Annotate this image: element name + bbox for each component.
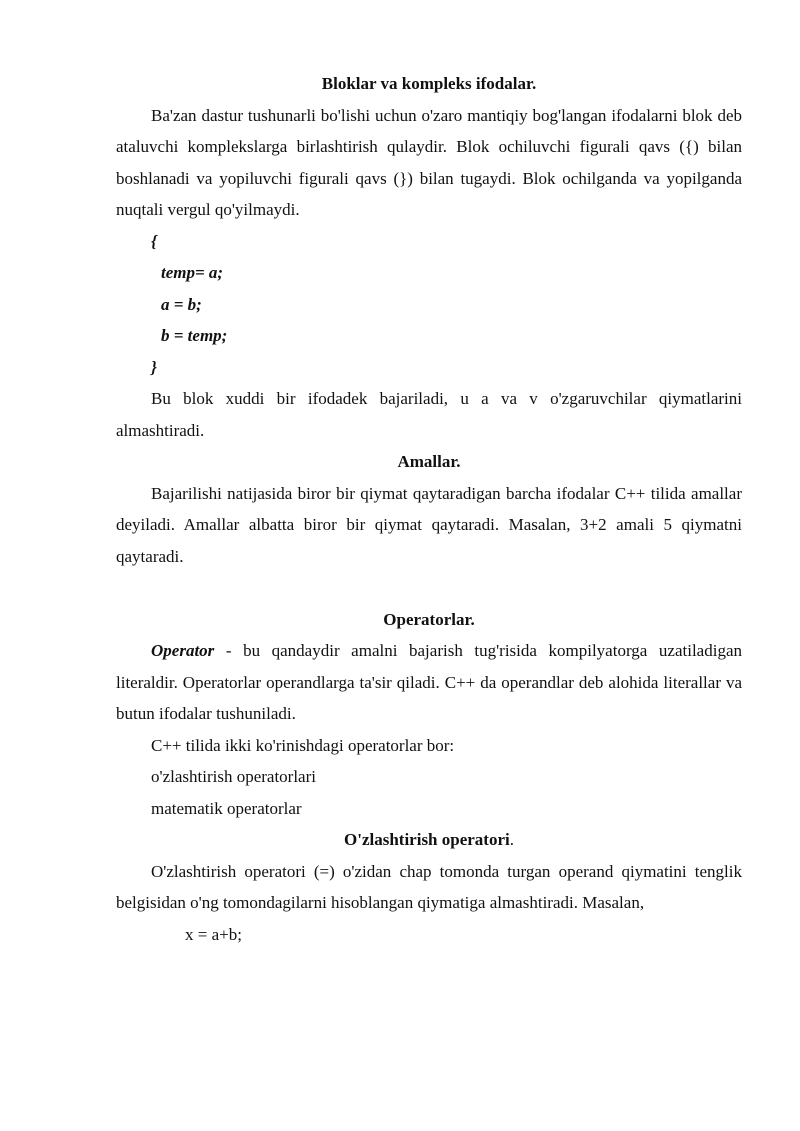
code-line-close-brace: }: [151, 357, 157, 377]
paragraph-operations: Bajarilishi natijasida biror bir qiymat qaytaradigan barcha ifodalar C++ tilida amallar deyiladi. Amallar albatta biror bir qiymat qaytaradi. Masalan, 3+2 amali 5 qiymatni qaytaradi.: [116, 483, 742, 566]
paragraph-assignment: O'zlashtirish operatori (=) o'zidan chap tomonda turgan operand qiymatini tenglik belgisidan o'ng tomondagilarni hisoblangan qiymatiga almashtiradi. Masalan,: [116, 861, 742, 912]
operators-type-assignment: o'zlashtirish operatorlari: [151, 767, 316, 786]
code-line-3: b = temp;: [161, 326, 228, 345]
section-title-blocks: Bloklar va kompleks ifodalar.: [321, 74, 537, 93]
assignment-example: x = a+b;: [185, 924, 242, 944]
document-page: [116, 68, 742, 950]
section-title-assignment-text: O'zlashtirish operatori: [344, 830, 510, 849]
paragraph-blocks-explanation: Bu blok xuddi bir ifodadek bajariladi, u a va v o'zgaruvchilar qiymatlarini almashtiradi.: [116, 389, 742, 440]
code-block: [116, 226, 742, 384]
operators-types-line: C++ tilida ikki ko'rinishdagi operatorlar bor:: [151, 735, 455, 755]
blank-line: [116, 572, 742, 604]
paragraph-blocks-intro: Ba'zan dastur tushunarli bo'lishi uchun o'zaro mantiqiy bog'langan ifodalarni blok deb ataluvchi komplekslarga birlashtirish qulaydir. Blok ochiluvchi figurali qavs ({) bilan boshlanadi va yopiluvchi figurali qavs (}) bilan tugaydi. Blok ochilganda va yopilganda nuqtali vergul qo'yilmaydi.: [116, 105, 742, 219]
code-line-2: a = b;: [161, 294, 202, 314]
code-line-1: temp= a;: [161, 263, 224, 282]
section-title-operations: Amallar.: [397, 452, 461, 471]
section-title-assignment-period: .: [509, 830, 514, 849]
section-title-operators: Operatorlar.: [383, 609, 475, 629]
operators-type-math: matematik operatorlar: [151, 798, 302, 818]
section-title-assignment: [116, 824, 742, 856]
code-line-open-brace: {: [151, 231, 157, 251]
paragraph-operators: [116, 635, 742, 730]
paragraph-operators-text: - bu qandaydir amalni bajarish tug'risida kompilyatorga uzatiladigan literaldir. Operatorlar operandlarga ta'sir qiladi. C++ da operandlar deb alohida literallar va butun ifodalar tushuniladi.: [116, 641, 742, 723]
term-operator: Operator: [151, 641, 215, 660]
